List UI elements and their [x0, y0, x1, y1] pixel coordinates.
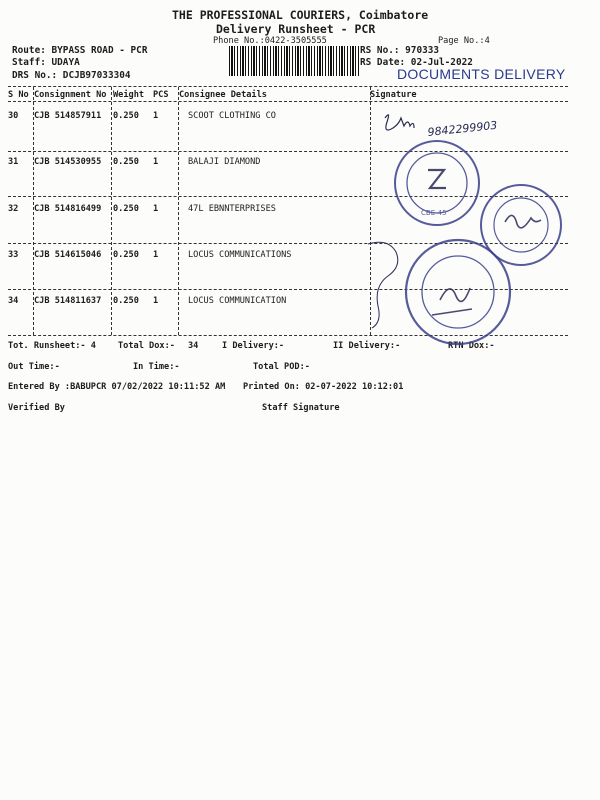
- row-consignment-no: CJB 514811637: [34, 296, 102, 306]
- row-pcs: 1: [153, 204, 159, 214]
- i-delivery: I Delivery:-: [222, 341, 285, 351]
- runsheet-subtitle: Delivery Runsheet - PCR: [216, 22, 376, 36]
- row-consignment-no: CJB 514816499: [34, 204, 102, 214]
- signature-stroke: [368, 242, 398, 328]
- row-weight: 0.250: [113, 250, 139, 260]
- printed-on: Printed On: 02-07-2022 10:12:01: [243, 382, 404, 392]
- row-consignment-no: CJB 514615046: [34, 250, 102, 260]
- col-header-consignee: Consignee Details: [179, 90, 267, 100]
- row-pcs: 1: [153, 250, 159, 260]
- company-title: THE PROFESSIONAL COURIERS, Coimbatore: [172, 8, 429, 22]
- signature-scribble: [385, 115, 414, 130]
- row-pcs: 1: [153, 296, 159, 306]
- row-sno: 32: [8, 204, 19, 214]
- phone-number: Phone No.:0422-3505555: [213, 36, 327, 46]
- row-sno: 34: [8, 296, 19, 306]
- page-number: Page No.:4: [438, 36, 490, 46]
- total-dox-value: 34: [188, 341, 199, 351]
- route: Route: BYPASS ROAD - PCR: [12, 45, 148, 56]
- row-weight: 0.250: [113, 296, 139, 306]
- row-consignee: BALAJI DIAMOND: [188, 157, 261, 167]
- total-dox-label: Total Dox:-: [118, 341, 175, 351]
- row-sno: 33: [8, 250, 19, 260]
- col-header-sno: S No: [8, 90, 29, 100]
- rtn-dox: RTN Dox:-: [448, 341, 495, 351]
- verified-by: Verified By: [8, 403, 65, 413]
- row-pcs: 1: [153, 157, 159, 167]
- staff-signature-label: Staff Signature: [262, 403, 340, 413]
- rs-number: RS No.: 970333: [360, 45, 440, 56]
- row-weight: 0.250: [113, 204, 139, 214]
- col-header-weight: Weight: [113, 90, 145, 100]
- svg-text:CBE-45: CBE-45: [421, 209, 447, 217]
- total-pod: Total POD:-: [253, 362, 310, 372]
- row-weight: 0.250: [113, 157, 139, 167]
- documents-delivery-label: DOCUMENTS DELIVERY: [397, 66, 566, 82]
- row-consignee: LOCUS COMMUNICATION: [188, 296, 287, 306]
- row-sno: 31: [8, 157, 19, 167]
- out-time: Out Time:-: [8, 362, 60, 372]
- row-consignment-no: CJB 514857911: [34, 111, 102, 121]
- col-header-signature: Signature: [370, 90, 417, 100]
- row-weight: 0.250: [113, 111, 139, 121]
- row-consignment-no: CJB 514530955: [34, 157, 102, 167]
- staff: Staff: UDAYA: [12, 57, 80, 68]
- tot-runsheet: Tot. Runsheet:- 4: [8, 341, 96, 351]
- row-consignee: 47L EBNNTERPRISES: [188, 204, 276, 214]
- row-pcs: 1: [153, 111, 159, 121]
- handwritten-phone: 9842299903: [426, 118, 498, 139]
- ii-delivery: II Delivery:-: [333, 341, 401, 351]
- entered-by: Entered By :BABUPCR 07/02/2022 10:11:52 AM: [8, 382, 226, 392]
- in-time: In Time:-: [133, 362, 180, 372]
- balaji-diamond-tools-stamp: [395, 141, 479, 225]
- row-consignee: SCOOT CLOTHING CO: [188, 111, 276, 121]
- col-header-pcs: PCS: [153, 90, 169, 100]
- locus-communications-stamp: [406, 240, 510, 344]
- drs-number: DRS No.: DCJB97033304: [12, 70, 131, 81]
- row-sno: 30: [8, 111, 19, 121]
- col-header-consignment: Consignment No: [34, 90, 107, 100]
- rs-date: RS Date: 02-Jul-2022: [360, 57, 473, 68]
- row-consignee: LOCUS COMMUNICATIONS: [188, 250, 292, 260]
